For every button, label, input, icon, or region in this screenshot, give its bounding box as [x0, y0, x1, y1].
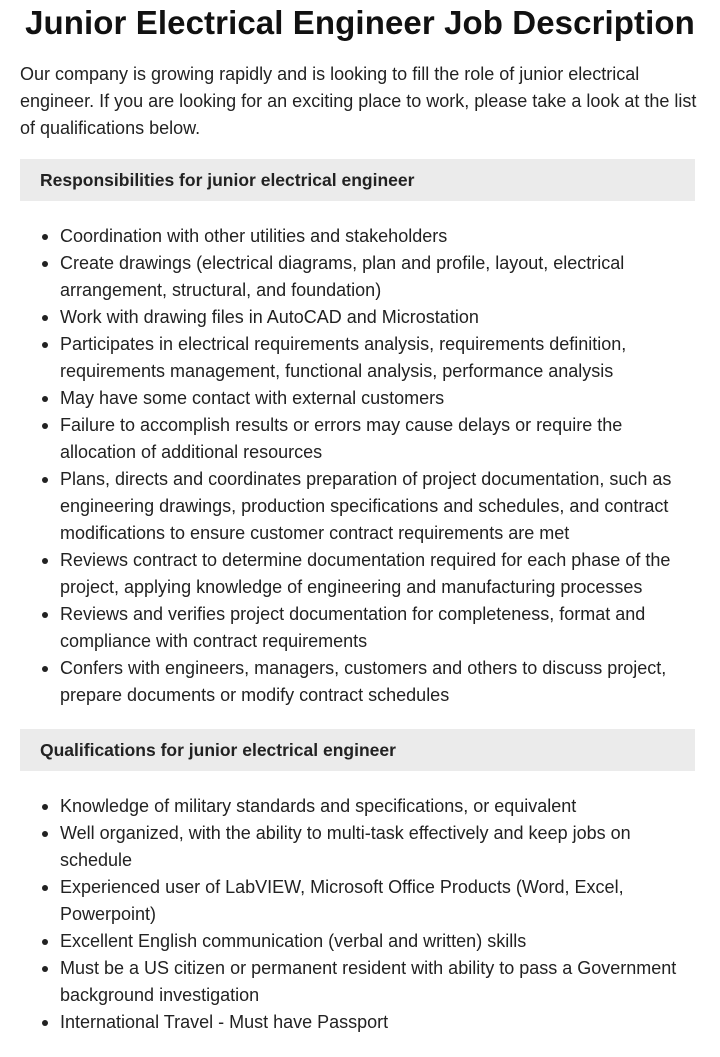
list-item: Must be a US citizen or permanent resident with ability to pass a Government background investigation	[60, 955, 700, 1009]
list-item: Excellent English communication (verbal and written) skills	[60, 928, 700, 955]
list-item: Well organized, with the ability to multi-task effectively and keep jobs on schedule	[60, 820, 700, 874]
qualifications-list	[20, 793, 700, 1036]
list-item: Reviews contract to determine documentation required for each phase of the project, applying knowledge of engineering and manufacturing processes	[60, 547, 700, 601]
responsibilities-list	[20, 223, 700, 709]
list-item: May have some contact with external customers	[60, 385, 700, 412]
list-item: Knowledge of military standards and specifications, or equivalent	[60, 793, 700, 820]
qualifications-heading: Qualifications for junior electrical engineer	[20, 729, 695, 771]
page-title: Junior Electrical Engineer Job Description	[25, 4, 695, 41]
list-item: Confers with engineers, managers, customers and others to discuss project, prepare documents or modify contract schedules	[60, 655, 700, 709]
list-item: Create drawings (electrical diagrams, plan and profile, layout, electrical arrangement, structural, and foundation)	[60, 250, 700, 304]
intro-paragraph: Our company is growing rapidly and is looking to fill the role of junior electrical engineer. If you are looking for an exciting place to work, please take a look at the list of qualifications below.	[20, 64, 697, 138]
list-item: Failure to accomplish results or errors may cause delays or require the allocation of additional resources	[60, 412, 700, 466]
responsibilities-heading: Responsibilities for junior electrical engineer	[20, 159, 695, 201]
list-item: Coordination with other utilities and stakeholders	[60, 223, 700, 250]
list-item: Experienced user of LabVIEW, Microsoft Office Products (Word, Excel, Powerpoint)	[60, 874, 700, 928]
list-item: Work with drawing files in AutoCAD and Microstation	[60, 304, 700, 331]
list-item: Participates in electrical requirements analysis, requirements definition, requirements management, functional analysis, performance analysis	[60, 331, 700, 385]
list-item: Reviews and verifies project documentation for completeness, format and compliance with contract requirements	[60, 601, 700, 655]
list-item: International Travel - Must have Passport	[60, 1009, 700, 1036]
list-item: Plans, directs and coordinates preparation of project documentation, such as engineering drawings, production specifications and schedules, and contract modifications to ensure customer contract requirements are met	[60, 466, 700, 547]
